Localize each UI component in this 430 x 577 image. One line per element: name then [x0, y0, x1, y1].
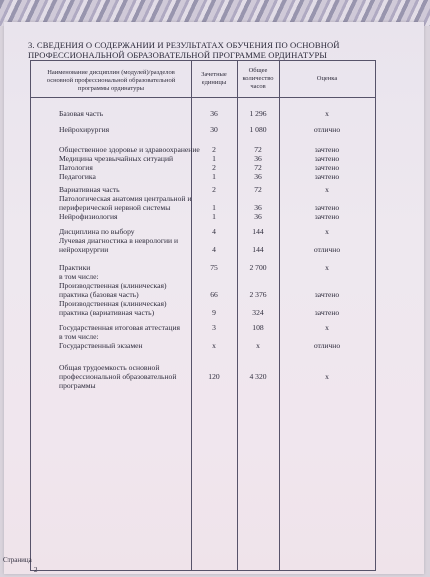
row-5-name-line-3: практика (базовая часть): [59, 290, 139, 299]
row-5-hours-line-3: 2 376: [249, 290, 267, 299]
row-6-credits-line-0: 3: [212, 323, 216, 332]
page-number: 2: [34, 566, 38, 574]
row-2-credits-line-2: 2: [212, 163, 216, 172]
row-5-grade-line-5: зачтено: [314, 308, 340, 317]
row-0-name-line-0: Базовая часть: [59, 109, 104, 118]
page-label: Страница: [3, 556, 32, 564]
row-2-hours-line-3: 36: [254, 172, 262, 181]
header-hours: Общее количество часов: [242, 67, 274, 90]
row-5-grade-line-0: х: [325, 263, 329, 272]
row-3-grade-line-2: зачтено: [314, 203, 340, 212]
heading-line-1: 3. СВЕДЕНИЯ О СОДЕРЖАНИИ И РЕЗУЛЬТАТАХ ОБУЧЕНИЯ ПО ОСНОВНОЙ: [28, 40, 340, 50]
row-4-hours-line-0: 144: [252, 227, 264, 236]
row-3-hours-line-0: 72: [254, 185, 262, 194]
row-3-name-line-2: периферической нервной системы: [59, 203, 171, 212]
row-4-credits-line-0: 4: [212, 227, 216, 236]
header-grade: Оценка: [316, 75, 338, 82]
section-heading: [28, 40, 388, 60]
row-7-name-line-1: профессиональной образовательной: [59, 372, 177, 381]
row-7-name-line-2: программы: [59, 381, 96, 390]
row-5-credits-line-5: 9: [212, 308, 216, 317]
row-2-credits-line-1: 1: [212, 154, 216, 163]
row-6-name-line-0: Государственная итоговая аттестация: [59, 323, 181, 332]
row-3-credits-line-3: 1: [212, 212, 216, 221]
row-0-grade-line-0: х: [325, 109, 329, 118]
results-table: [30, 60, 376, 571]
row-6-grade-line-0: х: [325, 323, 329, 332]
row-4-grade-line-0: х: [325, 227, 329, 236]
row-2-name-line-1: Медицина чрезвычайных ситуаций: [59, 154, 174, 163]
row-3-credits-line-0: 2: [212, 185, 216, 194]
row-1-grade-line-0: отлично: [313, 125, 341, 134]
row-3-grade-line-3: зачтено: [314, 212, 340, 221]
row-4-hours-line-2: 144: [252, 245, 264, 254]
row-6-name-line-2: Государственный экзамен: [59, 341, 143, 350]
row-5-name-line-1: в том числе:: [59, 272, 99, 281]
column-divider: [191, 61, 192, 570]
row-2-grade-line-3: зачтено: [314, 172, 340, 181]
row-7-grade-line-1: х: [325, 372, 329, 381]
row-2-grade-line-1: зачтено: [314, 154, 340, 163]
row-3-hours-line-2: 36: [254, 203, 262, 212]
column-divider: [279, 61, 280, 570]
row-4-name-line-2: нейрохирургии: [59, 245, 109, 254]
row-5-credits-line-3: 66: [210, 290, 218, 299]
row-2-name-line-0: Общественное здоровье и здравоохранение: [59, 145, 200, 154]
row-2-grade-line-2: зачтено: [314, 163, 340, 172]
row-5-hours-line-5: 324: [252, 308, 264, 317]
row-1-hours-line-0: 1 080: [249, 125, 267, 134]
row-7-hours-line-1: 4 320: [249, 372, 267, 381]
row-6-grade-line-2: отлично: [313, 341, 341, 350]
row-3-grade-line-0: х: [325, 185, 329, 194]
row-0-credits-line-0: 36: [210, 109, 218, 118]
row-2-hours-line-2: 72: [254, 163, 262, 172]
row-7-credits-line-1: 120: [208, 372, 220, 381]
row-4-name-line-0: Дисциплина по выбору: [59, 227, 135, 236]
row-6-name-line-1: в том числе:: [59, 332, 99, 341]
row-1-credits-line-0: 30: [210, 125, 218, 134]
row-2-name-line-2: Патология: [59, 163, 93, 172]
header-discipline: Наименование дисциплин (модулей)/разделов основной профессиональной образовательной программы ординатуры: [46, 69, 176, 92]
row-2-hours-line-1: 36: [254, 154, 262, 163]
heading-line-2: ПРОФЕССИОНАЛЬНОЙ ОБРАЗОВАТЕЛЬНОЙ ПРОГРАММЕ ОРДИНАТУРЫ: [28, 50, 327, 60]
row-3-name-line-0: Вариативная часть: [59, 185, 120, 194]
row-6-credits-line-2: х: [212, 341, 216, 350]
row-4-name-line-1: Лучевая диагностика в неврологии и: [59, 236, 179, 245]
row-3-hours-line-3: 36: [254, 212, 262, 221]
header-credits: Зачетные единицы: [201, 71, 227, 86]
row-5-name-line-2: Производственная (клиническая): [59, 281, 167, 290]
row-0-hours-line-0: 1 296: [249, 109, 267, 118]
row-5-grade-line-3: зачтено: [314, 290, 340, 299]
row-3-name-line-3: Нейрофизиология: [59, 212, 118, 221]
header-divider: [31, 97, 375, 98]
row-5-name-line-4: Производственная (клиническая): [59, 299, 167, 308]
column-divider: [237, 61, 238, 570]
row-2-hours-line-0: 72: [254, 145, 262, 154]
row-7-name-line-0: Общая трудоемкость основной: [59, 363, 160, 372]
row-5-name-line-0: Практики: [59, 263, 91, 272]
row-2-credits-line-0: 2: [212, 145, 216, 154]
row-4-grade-line-2: отлично: [313, 245, 341, 254]
row-5-hours-line-0: 2 700: [249, 263, 267, 272]
row-5-name-line-5: практика (вариативная часть): [59, 308, 155, 317]
row-6-hours-line-2: х: [256, 341, 260, 350]
row-1-name-line-0: Нейрохирургия: [59, 125, 110, 134]
row-3-name-line-1: Патологическая анатомия центральной и: [59, 194, 192, 203]
row-3-credits-line-2: 1: [212, 203, 216, 212]
row-5-credits-line-0: 75: [210, 263, 218, 272]
row-2-credits-line-3: 1: [212, 172, 216, 181]
row-6-hours-line-0: 108: [252, 323, 264, 332]
row-4-credits-line-2: 4: [212, 245, 216, 254]
row-2-grade-line-0: зачтено: [314, 145, 340, 154]
row-2-name-line-3: Педагогика: [59, 172, 96, 181]
